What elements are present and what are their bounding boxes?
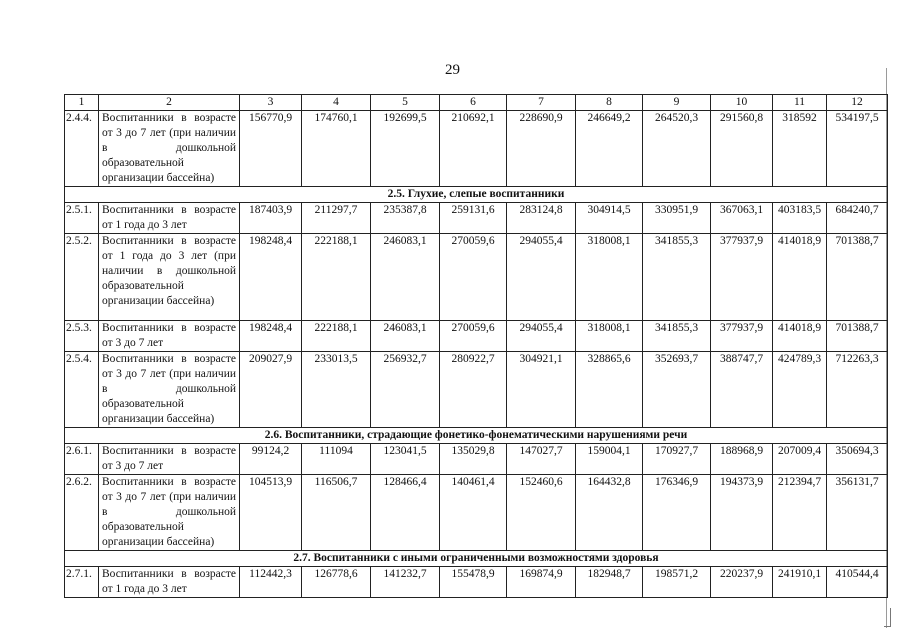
- value-cell: 222188,1: [302, 234, 371, 321]
- value-cell: 147027,7: [507, 444, 576, 475]
- column-number-cell: 5: [371, 95, 440, 111]
- row-code: 2.5.4.: [65, 352, 99, 428]
- value-cell: 712263,3: [827, 352, 888, 428]
- value-cell: 424789,3: [773, 352, 827, 428]
- value-cell: 111094: [302, 444, 371, 475]
- column-number-row: [65, 95, 888, 111]
- value-cell: 128466,4: [371, 475, 440, 551]
- value-cell: 155478,9: [440, 567, 507, 598]
- value-cell: 330951,9: [643, 203, 711, 234]
- value-cell: 233013,5: [302, 352, 371, 428]
- row-code: 2.5.1.: [65, 203, 99, 234]
- table-row: [65, 567, 888, 598]
- value-cell: 414018,9: [773, 234, 827, 321]
- table-row: [65, 234, 888, 321]
- value-cell: 222188,1: [302, 321, 371, 352]
- value-cell: 135029,8: [440, 444, 507, 475]
- value-cell: 403183,5: [773, 203, 827, 234]
- value-cell: 112442,3: [240, 567, 302, 598]
- tariff-table: [64, 94, 888, 598]
- column-number-cell: 12: [827, 95, 888, 111]
- value-cell: 318008,1: [576, 321, 643, 352]
- value-cell: 410544,4: [827, 567, 888, 598]
- row-description: Воспитанники в возрасте от 1 года до 3 лет (при наличии в дошкольной образовательной организации бассейна): [99, 234, 240, 321]
- value-cell: 684240,7: [827, 203, 888, 234]
- value-cell: 350694,3: [827, 444, 888, 475]
- column-number-cell: 2: [99, 95, 240, 111]
- value-cell: 246083,1: [371, 234, 440, 321]
- value-cell: 126778,6: [302, 567, 371, 598]
- column-number-cell: 6: [440, 95, 507, 111]
- page-edge-mark: [884, 608, 891, 627]
- value-cell: 207009,4: [773, 444, 827, 475]
- row-description: Воспитанники в возрасте от 3 до 7 лет: [99, 444, 240, 475]
- section-title: 2.6. Воспитанники, страдающие фонетико-фонематическими нарушениями речи: [65, 428, 888, 444]
- value-cell: 291560,8: [711, 111, 773, 187]
- value-cell: 270059,6: [440, 321, 507, 352]
- value-cell: 211297,7: [302, 203, 371, 234]
- value-cell: 192699,5: [371, 111, 440, 187]
- value-cell: 246649,2: [576, 111, 643, 187]
- value-cell: 701388,7: [827, 321, 888, 352]
- value-cell: 318008,1: [576, 234, 643, 321]
- value-cell: 228690,9: [507, 111, 576, 187]
- column-number-cell: 4: [302, 95, 371, 111]
- value-cell: 356131,7: [827, 475, 888, 551]
- table-row: [65, 203, 888, 234]
- table-row: [65, 475, 888, 551]
- value-cell: 141232,7: [371, 567, 440, 598]
- value-cell: 414018,9: [773, 321, 827, 352]
- value-cell: 156770,9: [240, 111, 302, 187]
- value-cell: 170927,7: [643, 444, 711, 475]
- row-description: Воспитанники в возрасте от 3 до 7 лет: [99, 321, 240, 352]
- value-cell: 220237,9: [711, 567, 773, 598]
- value-cell: 294055,4: [507, 321, 576, 352]
- value-cell: 188968,9: [711, 444, 773, 475]
- value-cell: 280922,7: [440, 352, 507, 428]
- value-cell: 341855,3: [643, 321, 711, 352]
- row-description: Воспитанники в возрасте от 3 до 7 лет (при наличии в дошкольной образовательной организации бассейна): [99, 111, 240, 187]
- section-heading-row: [65, 187, 888, 203]
- value-cell: 99124,2: [240, 444, 302, 475]
- row-description: Воспитанники в возрасте от 3 до 7 лет (при наличии в дошкольной образовательной организации бассейна): [99, 352, 240, 428]
- row-code: 2.5.2.: [65, 234, 99, 321]
- value-cell: 235387,8: [371, 203, 440, 234]
- value-cell: 367063,1: [711, 203, 773, 234]
- value-cell: 377937,9: [711, 321, 773, 352]
- value-cell: 187403,9: [240, 203, 302, 234]
- row-description: Воспитанники в возрасте от 3 до 7 лет (при наличии в дошкольной образовательной организации бассейна): [99, 475, 240, 551]
- value-cell: 328865,6: [576, 352, 643, 428]
- value-cell: 169874,9: [507, 567, 576, 598]
- value-cell: 198571,2: [643, 567, 711, 598]
- value-cell: 264520,3: [643, 111, 711, 187]
- row-description: Воспитанники в возрасте от 1 года до 3 лет: [99, 567, 240, 598]
- value-cell: 534197,5: [827, 111, 888, 187]
- value-cell: 209027,9: [240, 352, 302, 428]
- value-cell: 182948,7: [576, 567, 643, 598]
- value-cell: 198248,4: [240, 321, 302, 352]
- value-cell: 164432,8: [576, 475, 643, 551]
- value-cell: 210692,1: [440, 111, 507, 187]
- value-cell: 241910,1: [773, 567, 827, 598]
- value-cell: 377937,9: [711, 234, 773, 321]
- value-cell: 318592: [773, 111, 827, 187]
- value-cell: 283124,8: [507, 203, 576, 234]
- table-row: [65, 444, 888, 475]
- column-number-cell: 7: [507, 95, 576, 111]
- value-cell: 123041,5: [371, 444, 440, 475]
- row-code: 2.6.1.: [65, 444, 99, 475]
- value-cell: 194373,9: [711, 475, 773, 551]
- column-number-cell: 3: [240, 95, 302, 111]
- value-cell: 152460,6: [507, 475, 576, 551]
- value-cell: 304914,5: [576, 203, 643, 234]
- section-heading-row: [65, 551, 888, 567]
- value-cell: 246083,1: [371, 321, 440, 352]
- row-code: 2.4.4.: [65, 111, 99, 187]
- column-number-cell: 10: [711, 95, 773, 111]
- value-cell: 304921,1: [507, 352, 576, 428]
- value-cell: 212394,7: [773, 475, 827, 551]
- row-code: 2.5.3.: [65, 321, 99, 352]
- section-title: 2.5. Глухие, слепые воспитанники: [65, 187, 888, 203]
- value-cell: 294055,4: [507, 234, 576, 321]
- section-title: 2.7. Воспитанники с иными ограниченными возможностями здоровья: [65, 551, 888, 567]
- value-cell: 116506,7: [302, 475, 371, 551]
- section-heading-row: [65, 428, 888, 444]
- value-cell: 256932,7: [371, 352, 440, 428]
- value-cell: 341855,3: [643, 234, 711, 321]
- value-cell: 104513,9: [240, 475, 302, 551]
- value-cell: 176346,9: [643, 475, 711, 551]
- row-code: 2.7.1.: [65, 567, 99, 598]
- value-cell: 174760,1: [302, 111, 371, 187]
- column-number-cell: 11: [773, 95, 827, 111]
- column-number-cell: 8: [576, 95, 643, 111]
- row-description: Воспитанники в возрасте от 1 года до 3 лет: [99, 203, 240, 234]
- table-row: [65, 111, 888, 187]
- table-row: [65, 321, 888, 352]
- table-row: [65, 352, 888, 428]
- column-number-cell: 1: [65, 95, 99, 111]
- value-cell: 388747,7: [711, 352, 773, 428]
- value-cell: 159004,1: [576, 444, 643, 475]
- column-number-cell: 9: [643, 95, 711, 111]
- page-number: 29: [445, 62, 460, 78]
- value-cell: 198248,4: [240, 234, 302, 321]
- value-cell: 701388,7: [827, 234, 888, 321]
- value-cell: 352693,7: [643, 352, 711, 428]
- row-code: 2.6.2.: [65, 475, 99, 551]
- value-cell: 140461,4: [440, 475, 507, 551]
- value-cell: 259131,6: [440, 203, 507, 234]
- value-cell: 270059,6: [440, 234, 507, 321]
